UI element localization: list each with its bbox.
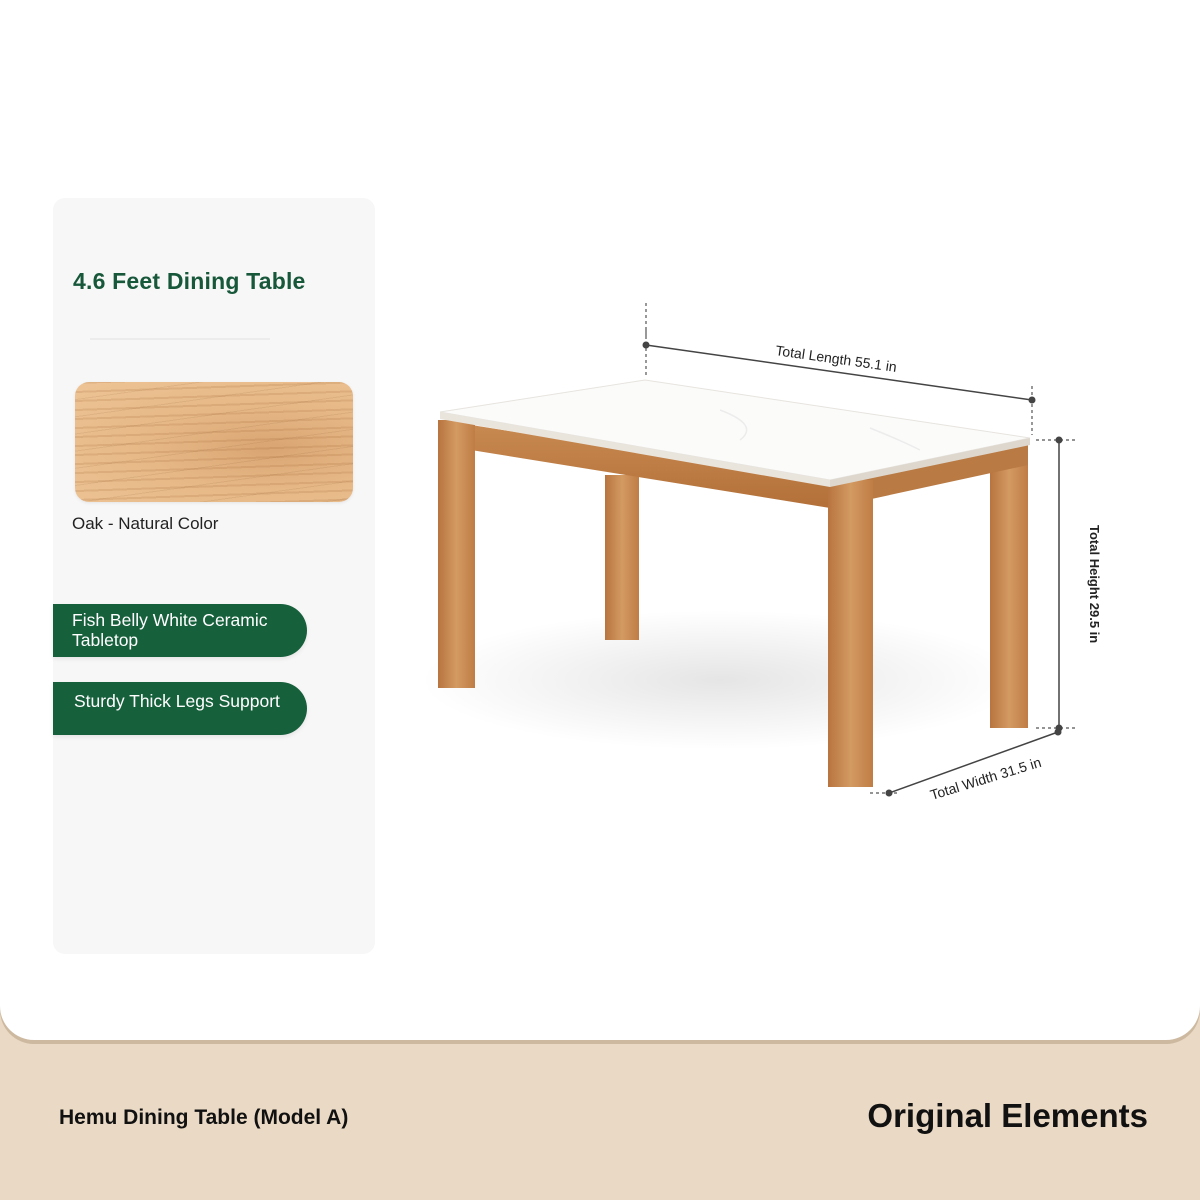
dimension-endpoint [1056, 437, 1063, 444]
dimension-endpoint [886, 790, 893, 797]
divider [90, 338, 270, 340]
length-label: Total Length 55.1 in [774, 342, 898, 375]
dining-table-illustration-icon [400, 300, 1120, 840]
oak-wood-swatch-icon [75, 382, 353, 502]
feature-label: Sturdy Thick Legs Support [74, 691, 280, 711]
swatch-label: Oak - Natural Color [72, 514, 219, 533]
feature-label: Fish Belly White Ceramic Tabletop [72, 610, 268, 650]
dimension-endpoint [1055, 729, 1062, 736]
product-name: Hemu Dining Table (Model A) [59, 1106, 349, 1129]
tagline: Original Elements [867, 1097, 1148, 1134]
floor-shadow [420, 610, 1020, 750]
table-leg-back-left [605, 475, 639, 640]
table-leg-front-right [828, 480, 873, 787]
height-label: Total Height 29.5 in [1087, 525, 1102, 644]
info-panel [53, 198, 375, 954]
table-leg-back-right [990, 450, 1028, 728]
feature-badge-legs [53, 682, 307, 735]
dimension-endpoint [643, 342, 650, 349]
width-label: Total Width 31.5 in [928, 753, 1044, 803]
table-leg-front-left [438, 420, 475, 688]
dimension-endpoint [1029, 397, 1036, 404]
panel-title: 4.6 Feet Dining Table [73, 268, 306, 294]
feature-badge-tabletop [53, 604, 307, 657]
